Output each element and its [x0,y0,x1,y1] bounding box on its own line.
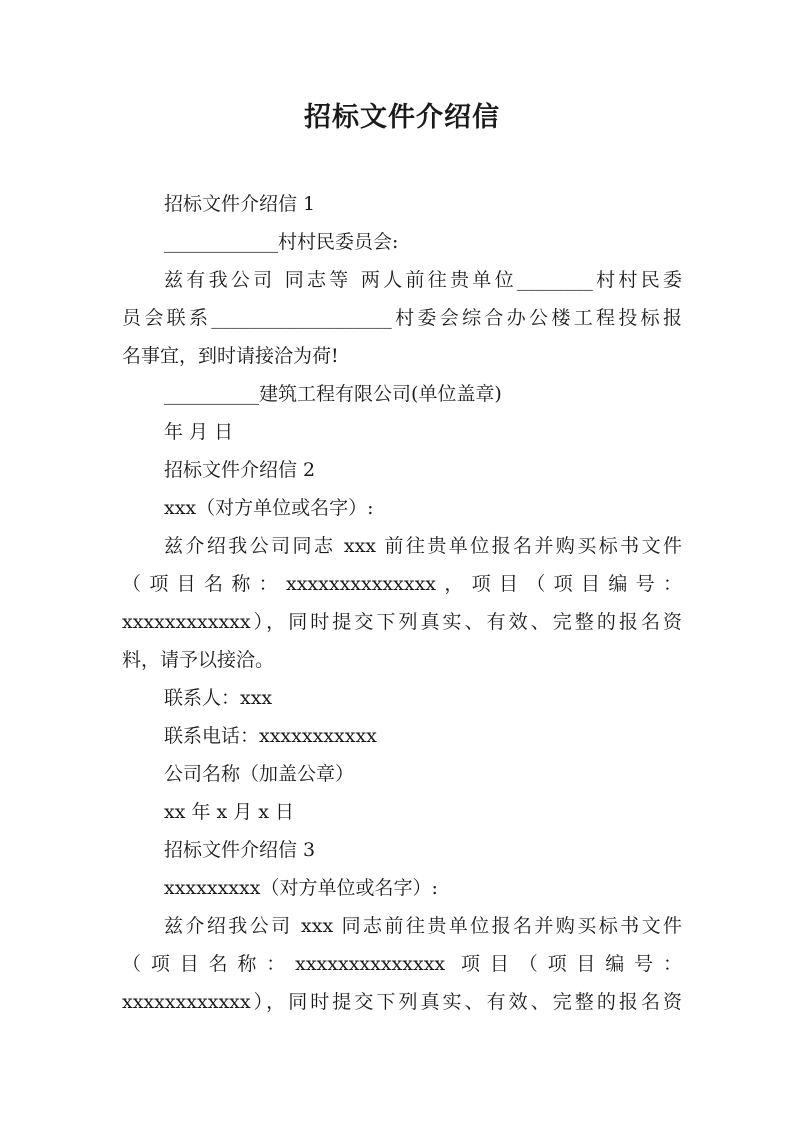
letter-2-body-line: 兹介绍我公司同志 xxx 前往贵单位报名并购买标书文件 [164,535,682,557]
letter-2-body-line: 料，请予以接洽。 [122,649,275,671]
letter-3-body-line: （项目名称：xxxxxxxxxxxxxx 项目（项目编号： [122,953,682,975]
letter-1-body-line: 员会联系___________________村委会综合办公楼工程投标报 [122,307,682,329]
letter-3-heading: 招标文件介绍信 3 [164,839,316,861]
letter-1-heading: 招标文件介绍信 1 [164,193,316,215]
letter-2-body-line: （项目名称：xxxxxxxxxxxxxx，项目（项目编号： [122,573,682,595]
letter-1-signature: __________建筑工程有限公司(单位盖章) [164,383,502,405]
letter-2-date: xx 年 x 月 x 日 [164,801,295,823]
document-title: 招标文件介绍信 [304,102,500,133]
letter-3-body-line: xxxxxxxxxxxx），同时提交下列真实、有效、完整的报名资 [122,991,682,1013]
letter-1-addressee: ____________村村民委员会: [164,231,399,253]
letter-1-body-line: 兹有我公司 同志等 两人前往贵单位________村村民委 [164,269,682,291]
letter-1-body-line: 名事宜，到时请接洽为荷! [122,345,339,367]
document-body [122,185,682,1021]
letter-2-addressee: xxx（对方单位或名字）: [164,497,374,519]
letter-3-addressee: xxxxxxxxx（对方单位或名字）: [164,877,438,899]
letter-2-contact-person: 联系人：xxx [164,687,273,709]
letter-3-body-line: 兹介绍我公司 xxx 同志前往贵单位报名并购买标书文件 [164,915,682,937]
letter-2-body-line: xxxxxxxxxxxx），同时提交下列真实、有效、完整的报名资 [122,611,682,633]
letter-2-heading: 招标文件介绍信 2 [164,459,316,481]
letter-1-date: 年 月 日 [164,421,234,443]
letter-2-contact-phone: 联系电话：xxxxxxxxxxx [164,725,377,747]
letter-2-company-name: 公司名称（加盖公章） [164,763,355,785]
